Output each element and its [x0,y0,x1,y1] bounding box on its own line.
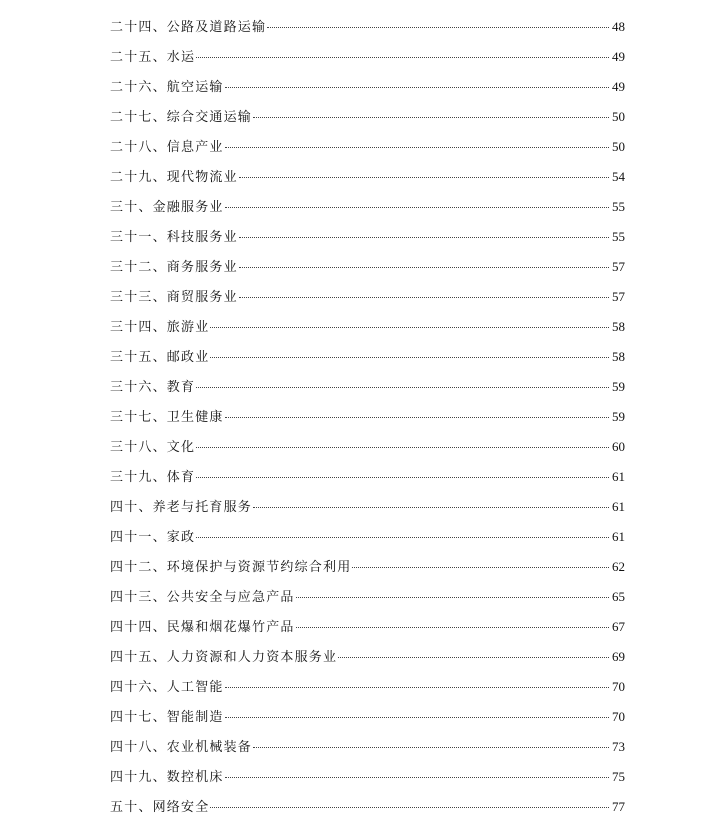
dot-leader [253,746,609,748]
toc-entry-page-number: 49 [612,49,625,64]
toc-entry-page-number: 55 [612,199,625,214]
toc-entry-page-number: 48 [612,19,625,34]
table-of-contents [110,12,625,822]
toc-entry-title: 二十八、信息产业 [110,140,224,155]
toc-entry[interactable] [110,72,625,102]
dot-leader [196,446,609,448]
toc-entry[interactable] [110,282,625,312]
dot-leader [296,626,609,628]
toc-entry-page-number: 58 [612,319,625,334]
toc-entry-page-number: 57 [612,289,625,304]
dot-leader [239,176,609,178]
toc-entry[interactable] [110,102,625,132]
dot-leader [225,146,609,148]
toc-entry[interactable] [110,432,625,462]
toc-entry-page-number: 61 [612,469,625,484]
toc-entry-title: 二十九、现代物流业 [110,170,238,185]
dot-leader [196,476,609,478]
toc-entry[interactable] [110,792,625,822]
toc-entry[interactable] [110,192,625,222]
toc-entry-title: 三十七、卫生健康 [110,410,224,425]
toc-entry-title: 四十二、环境保护与资源节约综合利用 [110,560,352,575]
toc-entry-title: 三十二、商务服务业 [110,260,238,275]
toc-entry-title: 二十四、公路及道路运输 [110,20,267,35]
toc-entry-title: 四十一、家政 [110,530,196,545]
toc-entry-page-number: 70 [612,679,625,694]
toc-entry-title: 五十、网络安全 [110,800,210,815]
toc-entry[interactable] [110,342,625,372]
toc-entry-page-number: 67 [612,619,625,634]
toc-entry-page-number: 60 [612,439,625,454]
toc-entry-page-number: 58 [612,349,625,364]
toc-entry-title: 二十五、水运 [110,50,196,65]
dot-leader [239,266,609,268]
toc-entry-title: 三十六、教育 [110,380,196,395]
toc-entry-title: 二十六、航空运输 [110,80,224,95]
toc-entry[interactable] [110,582,625,612]
toc-entry-page-number: 57 [612,259,625,274]
dot-leader [196,536,609,538]
toc-entry-page-number: 59 [612,379,625,394]
toc-entry[interactable] [110,612,625,642]
toc-entry-title: 四十五、人力资源和人力资本服务业 [110,650,338,665]
toc-entry[interactable] [110,252,625,282]
toc-entry-title: 三十四、旅游业 [110,320,210,335]
toc-entry[interactable] [110,222,625,252]
toc-entry-title: 三十五、邮政业 [110,350,210,365]
dot-leader [253,116,609,118]
toc-entry-page-number: 65 [612,589,625,604]
toc-entry[interactable] [110,462,625,492]
toc-entry-page-number: 54 [612,169,625,184]
toc-entry[interactable] [110,552,625,582]
toc-entry[interactable] [110,702,625,732]
dot-leader [225,206,609,208]
toc-entry[interactable] [110,642,625,672]
dot-leader [210,806,609,808]
toc-entry[interactable] [110,372,625,402]
toc-entry-page-number: 75 [612,769,625,784]
dot-leader [210,356,609,358]
toc-entry[interactable] [110,402,625,432]
toc-entry[interactable] [110,492,625,522]
dot-leader [338,656,609,658]
toc-entry-page-number: 61 [612,499,625,514]
toc-entry[interactable] [110,312,625,342]
dot-leader [225,86,609,88]
toc-entry[interactable] [110,132,625,162]
toc-entry-title: 四十七、智能制造 [110,710,224,725]
toc-entry-page-number: 70 [612,709,625,724]
toc-entry-page-number: 50 [612,139,625,154]
toc-entry-page-number: 77 [612,799,625,814]
toc-entry-title: 四十六、人工智能 [110,680,224,695]
toc-entry-page-number: 61 [612,529,625,544]
toc-entry-title: 三十八、文化 [110,440,196,455]
toc-entry-title: 四十九、数控机床 [110,770,224,785]
toc-entry-title: 二十七、综合交通运输 [110,110,253,125]
toc-entry-page-number: 69 [612,649,625,664]
toc-entry[interactable] [110,732,625,762]
dot-leader [253,506,609,508]
toc-entry-title: 四十四、民爆和烟花爆竹产品 [110,620,295,635]
dot-leader [225,416,609,418]
toc-entry-page-number: 73 [612,739,625,754]
dot-leader [267,26,609,28]
toc-entry-title: 四十、养老与托育服务 [110,500,253,515]
toc-entry-title: 三十一、科技服务业 [110,230,238,245]
toc-entry[interactable] [110,522,625,552]
toc-entry-title: 三十、金融服务业 [110,200,224,215]
toc-entry[interactable] [110,672,625,702]
toc-entry[interactable] [110,42,625,72]
toc-entry-page-number: 49 [612,79,625,94]
toc-entry-page-number: 50 [612,109,625,124]
dot-leader [225,716,609,718]
toc-entry-page-number: 62 [612,559,625,574]
dot-leader [352,566,609,568]
dot-leader [210,326,609,328]
toc-entry-title: 四十八、农业机械装备 [110,740,253,755]
toc-entry-page-number: 59 [612,409,625,424]
toc-entry-title: 三十九、体育 [110,470,196,485]
dot-leader [239,236,609,238]
toc-entry-page-number: 55 [612,229,625,244]
dot-leader [239,296,609,298]
dot-leader [296,596,609,598]
dot-leader [196,386,609,388]
dot-leader [225,686,609,688]
toc-entry[interactable] [110,762,625,792]
toc-entry[interactable] [110,12,625,42]
toc-entry-title: 三十三、商贸服务业 [110,290,238,305]
dot-leader [225,776,609,778]
toc-entry-title: 四十三、公共安全与应急产品 [110,590,295,605]
toc-entry[interactable] [110,162,625,192]
dot-leader [196,56,609,58]
